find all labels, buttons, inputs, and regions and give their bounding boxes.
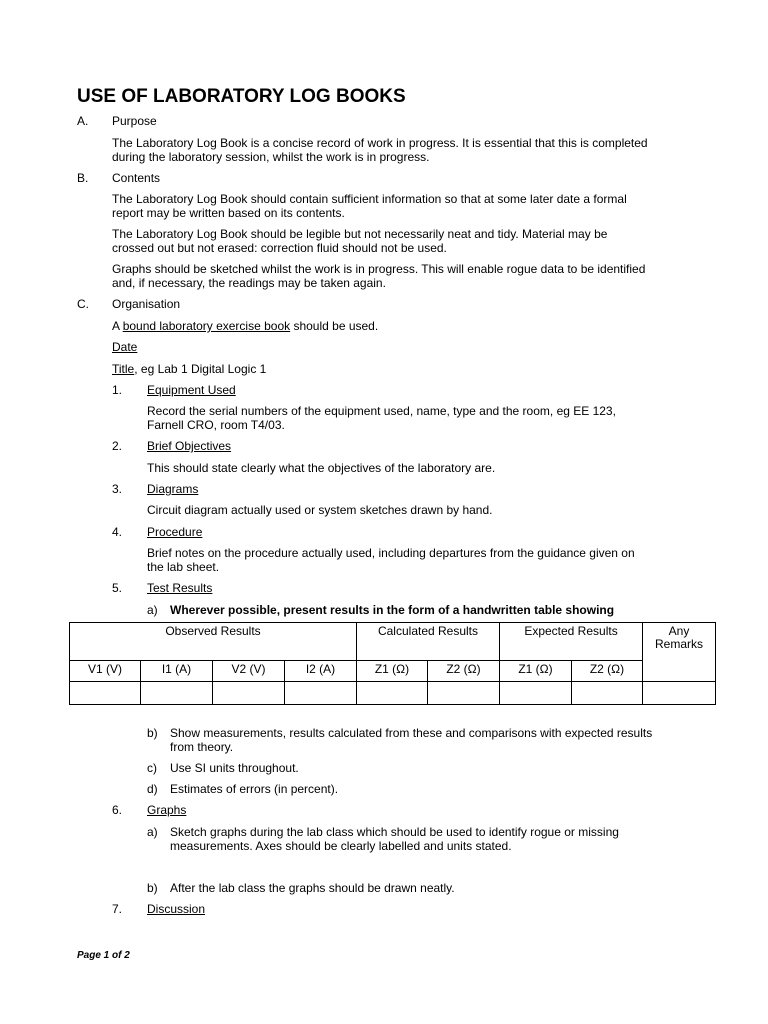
observed-results-header: Observed Results xyxy=(70,623,357,661)
section-c-heading: Organisation xyxy=(112,297,181,311)
bound-book-term: bound laboratory exercise book xyxy=(122,319,291,333)
calculated-results-header: Calculated Results xyxy=(357,623,500,661)
item-7-heading: Discussion xyxy=(147,902,206,916)
item-6-heading: Graphs xyxy=(147,803,187,817)
table-cell xyxy=(643,682,716,705)
item-6b-label: b) xyxy=(147,881,158,895)
item-1-number: 1. xyxy=(112,383,123,397)
item-5d-text: Estimates of errors (in percent). xyxy=(170,782,339,796)
table-cell xyxy=(572,682,643,705)
column-header-exp-z1: Z1 (Ω) xyxy=(500,661,572,682)
bound-book-prefix: A xyxy=(112,319,123,333)
item-1-heading: Equipment Used xyxy=(147,383,236,397)
title-line xyxy=(112,362,266,376)
item-2-number: 2. xyxy=(112,439,123,453)
remarks-header-line-2: Remarks xyxy=(655,637,704,651)
item-6-number: 6. xyxy=(112,803,123,817)
column-header-i2: I2 (A) xyxy=(285,661,357,682)
bound-book-suffix: should be used. xyxy=(290,319,379,333)
remarks-header xyxy=(643,623,716,682)
contents-para-3-line-2: and, if necessary, the readings may be taken again. xyxy=(112,276,386,290)
item-6b-text: After the lab class the graphs should be drawn neatly. xyxy=(170,881,455,895)
item-3-number: 3. xyxy=(112,482,123,496)
item-1-text-line-1: Record the serial numbers of the equipment used, name, type and the room, eg EE 123, xyxy=(147,404,616,418)
item-2-text: This should state clearly what the objectives of the laboratory are. xyxy=(147,461,496,475)
contents-para-1-line-1: The Laboratory Log Book should contain sufficient information so that at some later date a formal xyxy=(112,192,627,206)
title-label: Title xyxy=(112,362,135,376)
section-c-letter: C. xyxy=(77,297,89,311)
table-cell xyxy=(213,682,285,705)
item-6a-label: a) xyxy=(147,825,158,839)
item-5-heading: Test Results xyxy=(147,581,213,595)
purpose-text-line-2: during the laboratory session, whilst the work is in progress. xyxy=(112,150,430,164)
item-4-heading: Procedure xyxy=(147,525,203,539)
item-5-number: 5. xyxy=(112,581,123,595)
table-cell xyxy=(500,682,572,705)
table-cell xyxy=(357,682,428,705)
contents-para-1-line-2: report may be written based on its contents. xyxy=(112,206,345,220)
item-2-heading: Brief Objectives xyxy=(147,439,232,453)
expected-results-header: Expected Results xyxy=(500,623,643,661)
date-heading: Date xyxy=(112,340,138,354)
table-cell xyxy=(428,682,500,705)
section-a-letter: A. xyxy=(77,114,89,128)
bound-book-line xyxy=(112,319,378,333)
column-header-v1: V1 (V) xyxy=(70,661,141,682)
column-header-i1: I1 (A) xyxy=(141,661,213,682)
purpose-text-line-1: The Laboratory Log Book is a concise record of work in progress. It is essential that this is completed xyxy=(112,136,648,150)
title-example: , eg Lab 1 Digital Logic 1 xyxy=(134,362,267,376)
table-cell xyxy=(285,682,357,705)
results-table xyxy=(69,622,716,705)
column-header-calc-z2: Z2 (Ω) xyxy=(428,661,500,682)
item-1-text-line-2: Farnell CRO, room T4/03. xyxy=(147,418,285,432)
item-7-number: 7. xyxy=(112,902,123,916)
section-b-letter: B. xyxy=(77,171,89,185)
column-header-exp-z2: Z2 (Ω) xyxy=(572,661,643,682)
item-6a-text-line-1: Sketch graphs during the lab class which should be used to identify rogue or missing xyxy=(170,825,619,839)
table-column-header-row xyxy=(70,661,716,682)
table-row xyxy=(70,682,716,705)
item-4-text-line-1: Brief notes on the procedure actually used, including departures from the guidance given on xyxy=(147,546,635,560)
item-5a-label: a) xyxy=(147,603,158,617)
item-4-number: 4. xyxy=(112,525,123,539)
contents-para-2-line-2: crossed out but not erased: correction fluid should not be used. xyxy=(112,241,447,255)
contents-para-2-line-1: The Laboratory Log Book should be legible but not necessarily neat and tidy. Material may be xyxy=(112,227,608,241)
item-5b-text-line-2: from theory. xyxy=(170,740,234,754)
item-3-heading: Diagrams xyxy=(147,482,199,496)
column-header-v2: V2 (V) xyxy=(213,661,285,682)
contents-para-3-line-1: Graphs should be sketched whilst the work is in progress. This will enable rogue data to be identified xyxy=(112,262,646,276)
section-a-heading: Purpose xyxy=(112,114,157,128)
table-cell xyxy=(70,682,141,705)
section-b-heading: Contents xyxy=(112,171,161,185)
item-5c-text: Use SI units throughout. xyxy=(170,761,299,775)
item-3-text: Circuit diagram actually used or system sketches drawn by hand. xyxy=(147,503,493,517)
item-5a-text: Wherever possible, present results in the form of a handwritten table showing xyxy=(170,603,615,617)
item-5b-label: b) xyxy=(147,726,158,740)
item-5d-label: d) xyxy=(147,782,158,796)
item-5c-label: c) xyxy=(147,761,157,775)
remarks-header-line-1: Any xyxy=(668,624,690,638)
item-4-text-line-2: the lab sheet. xyxy=(147,560,220,574)
item-5b-text-line-1: Show measurements, results calculated from these and comparisons with expected results xyxy=(170,726,653,740)
item-6a-text-line-2: measurements. Axes should be clearly labelled and units stated. xyxy=(170,839,512,853)
document-title: USE OF LABORATORY LOG BOOKS xyxy=(77,86,406,107)
page-number-footer: Page 1 of 2 xyxy=(77,950,130,961)
table-cell xyxy=(141,682,213,705)
column-header-calc-z1: Z1 (Ω) xyxy=(357,661,428,682)
table-group-header-row xyxy=(70,623,716,661)
